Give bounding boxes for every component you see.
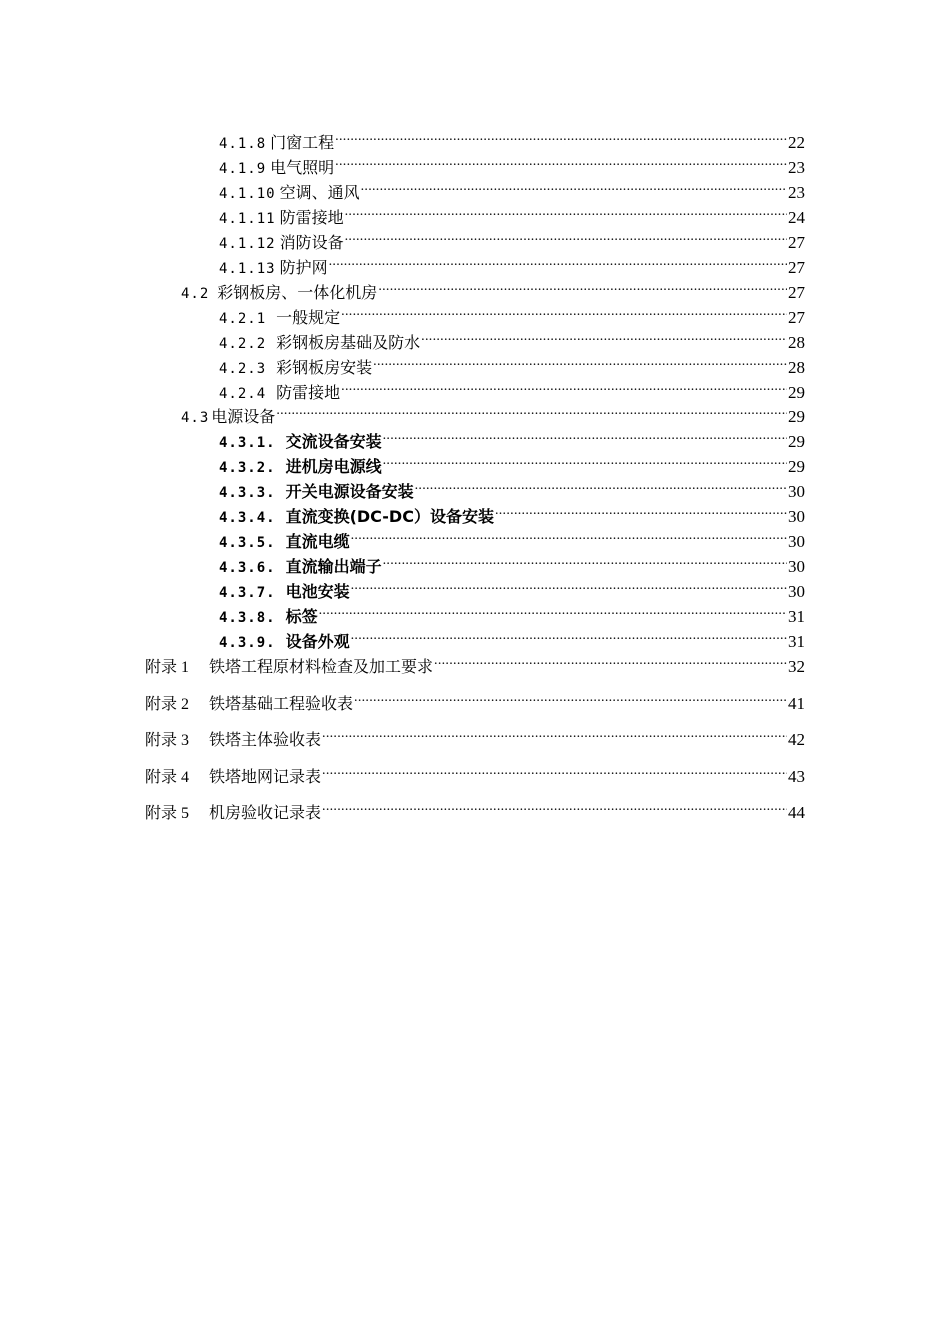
dot-leader: [345, 201, 787, 223]
toc-entry-page: 30: [788, 557, 805, 576]
toc-entry-number: 4.3.6.: [219, 560, 276, 576]
toc-entry-title: 设备外观: [285, 632, 350, 651]
toc-entry-number: 4.1.10: [219, 186, 276, 202]
toc-entry[interactable]: [219, 450, 805, 476]
toc-entry-number: 4.3.8.: [219, 610, 276, 626]
dot-leader: [319, 600, 787, 622]
toc-entry-title: 彩钢板房、一体化机房: [217, 283, 378, 302]
toc-entry-page: 32: [788, 657, 805, 676]
toc-section-entry[interactable]: [181, 400, 805, 426]
toc-entry-page: 23: [788, 183, 805, 202]
dot-leader: [383, 425, 787, 447]
toc-entry-title: 一般规定: [276, 308, 341, 327]
toc-entry-title: 彩钢板房安装: [276, 358, 373, 377]
toc-entry-number: 4.3.1.: [219, 435, 276, 451]
toc-entry-number: 4.3.7.: [219, 585, 276, 601]
toc-entry-title: 消防设备: [279, 233, 344, 252]
toc-entry[interactable]: [219, 500, 805, 526]
toc-appendix-entry[interactable]: [145, 650, 805, 676]
dot-leader: [378, 276, 787, 298]
toc-entry[interactable]: [219, 301, 805, 327]
toc-entry-page: 29: [788, 432, 805, 451]
toc-entry[interactable]: [219, 525, 805, 551]
toc-appendix-entry[interactable]: [145, 687, 805, 713]
toc-entry-title: 门窗工程: [270, 133, 335, 152]
toc-entry-page: 27: [788, 258, 805, 277]
toc-entry-number: 4.3.9.: [219, 635, 276, 651]
dot-leader: [495, 500, 787, 522]
toc-entry-page: 29: [788, 457, 805, 476]
toc-entry-page: 23: [788, 158, 805, 177]
dot-leader: [351, 625, 787, 647]
toc-entry-label: [145, 802, 321, 825]
toc-entry-title: 开关电源设备安装: [285, 482, 414, 501]
toc-entry-title: 进机房电源线: [285, 457, 382, 476]
dot-leader: [322, 723, 787, 745]
toc-entry-title: 防雷接地: [279, 208, 344, 227]
toc-entry-page: 27: [788, 233, 805, 252]
toc-entry[interactable]: [219, 625, 805, 651]
toc-entry-page: 30: [788, 532, 805, 551]
toc-entry-number: 4.3.5.: [219, 535, 276, 551]
toc-entry[interactable]: [219, 425, 805, 451]
toc-entry-title: 空调、通风: [279, 183, 360, 202]
toc-entry-number: 4.2.1: [219, 311, 267, 327]
toc-entry-number: 4.1.8: [219, 136, 267, 152]
appendix-prefix: 附录 1: [145, 659, 190, 676]
dot-leader: [329, 251, 787, 273]
toc-entry-page: 31: [788, 632, 805, 651]
toc-entry-number: 4.3.4.: [219, 510, 276, 526]
dot-leader: [345, 226, 787, 248]
toc-entry-label: [145, 693, 353, 716]
toc-entry[interactable]: [219, 376, 805, 402]
dot-leader: [341, 301, 787, 323]
toc-entry-title: 直流变换(DC-DC）设备安装: [285, 507, 494, 526]
dot-leader: [322, 796, 787, 818]
dot-leader: [434, 650, 787, 672]
toc-entry-title: 铁塔主体验收表: [209, 730, 322, 749]
dot-leader: [383, 450, 787, 472]
toc-entry-title: 铁塔基础工程验收表: [209, 694, 354, 713]
dot-leader: [361, 176, 787, 198]
toc-appendix-entry[interactable]: [145, 723, 805, 749]
toc-entry-title: 机房验收记录表: [209, 803, 322, 822]
toc-entry[interactable]: [219, 475, 805, 501]
dot-leader: [351, 575, 787, 597]
toc-entry-page: 44: [788, 803, 805, 822]
toc-entry-page: 43: [788, 767, 805, 786]
dot-leader: [335, 151, 787, 173]
toc-entry-number: 4.2.3: [219, 361, 267, 377]
toc-entry-page: 28: [788, 333, 805, 352]
toc-entry-number: 4.3.3.: [219, 485, 276, 501]
toc-entry-title: 电源设备: [211, 407, 276, 426]
toc-entry-page: 22: [788, 133, 805, 152]
appendix-prefix: 附录 3: [145, 732, 190, 749]
toc-entry-title: 铁塔地网记录表: [209, 767, 322, 786]
dot-leader: [421, 326, 787, 348]
dot-leader: [373, 351, 787, 373]
toc-entry-title: 彩钢板房基础及防水: [276, 333, 421, 352]
toc-entry-title: 防雷接地: [276, 383, 341, 402]
toc-entry-number: 4.1.13: [219, 261, 276, 277]
toc-section-entry[interactable]: [181, 276, 805, 302]
appendix-prefix: 附录 2: [145, 696, 190, 713]
toc-entry-page: 27: [788, 283, 805, 302]
toc-entry[interactable]: [219, 201, 805, 227]
toc-entry-number: 4.3: [181, 410, 210, 426]
toc-entry-label: [145, 766, 321, 789]
toc-entry-label: [145, 656, 433, 679]
toc-entry-page: 29: [788, 383, 805, 402]
toc-entry-page: 29: [788, 407, 805, 426]
dot-leader: [351, 525, 787, 547]
appendix-prefix: 附录 5: [145, 805, 190, 822]
dot-leader: [322, 760, 787, 782]
dot-leader: [341, 376, 787, 398]
toc-entry[interactable]: [219, 575, 805, 601]
toc-entry-page: 24: [788, 208, 805, 227]
toc-entry-title: 交流设备安装: [285, 432, 382, 451]
toc-entry-page: 31: [788, 607, 805, 626]
toc-entry[interactable]: [219, 600, 805, 626]
toc-entry[interactable]: [219, 151, 805, 177]
toc-entry-page: 27: [788, 308, 805, 327]
toc-entry-title: 防护网: [279, 258, 328, 277]
toc-entry-label: [145, 729, 321, 752]
toc-entry[interactable]: [219, 251, 805, 277]
toc-entry-number: 4.1.11: [219, 211, 276, 227]
toc-entry[interactable]: [219, 550, 805, 576]
dot-leader: [276, 400, 787, 422]
dot-leader: [415, 475, 787, 497]
toc-entry-title: 铁塔工程原材料检查及加工要求: [209, 657, 434, 676]
toc-entry-page: 30: [788, 582, 805, 601]
toc-entry-title: 标签: [285, 607, 318, 626]
toc-entry-page: 42: [788, 730, 805, 749]
toc-entry-number: 4.3.2.: [219, 460, 276, 476]
toc-entry-page: 30: [788, 482, 805, 501]
toc-entry[interactable]: [219, 326, 805, 352]
dot-leader: [354, 687, 787, 709]
toc-entry-number: 4.1.12: [219, 236, 276, 252]
toc-entry-title: 直流电缆: [285, 532, 350, 551]
toc-entry-number: 4.2.4: [219, 386, 267, 402]
toc-entry-title: 电气照明: [270, 158, 335, 177]
toc-appendix-entry[interactable]: [145, 760, 805, 786]
dot-leader: [335, 126, 787, 148]
dot-leader: [383, 550, 787, 572]
toc-entry-page: 41: [788, 694, 805, 713]
toc-entry-title: 电池安装: [285, 582, 350, 601]
appendix-prefix: 附录 4: [145, 769, 190, 786]
toc-entry-title: 直流输出端子: [285, 557, 382, 576]
toc-entry[interactable]: [219, 351, 805, 377]
toc-entry-page: 30: [788, 507, 805, 526]
toc-entry-number: 4.2.2: [219, 336, 267, 352]
toc-appendix-entry[interactable]: [145, 796, 805, 822]
toc-entry[interactable]: [219, 176, 805, 202]
toc-entry[interactable]: [219, 226, 805, 252]
toc-entry-number: 4.2: [181, 286, 210, 302]
toc-entry-number: 4.1.9: [219, 161, 267, 177]
toc-entry[interactable]: [219, 126, 805, 152]
toc-entry-page: 28: [788, 358, 805, 377]
